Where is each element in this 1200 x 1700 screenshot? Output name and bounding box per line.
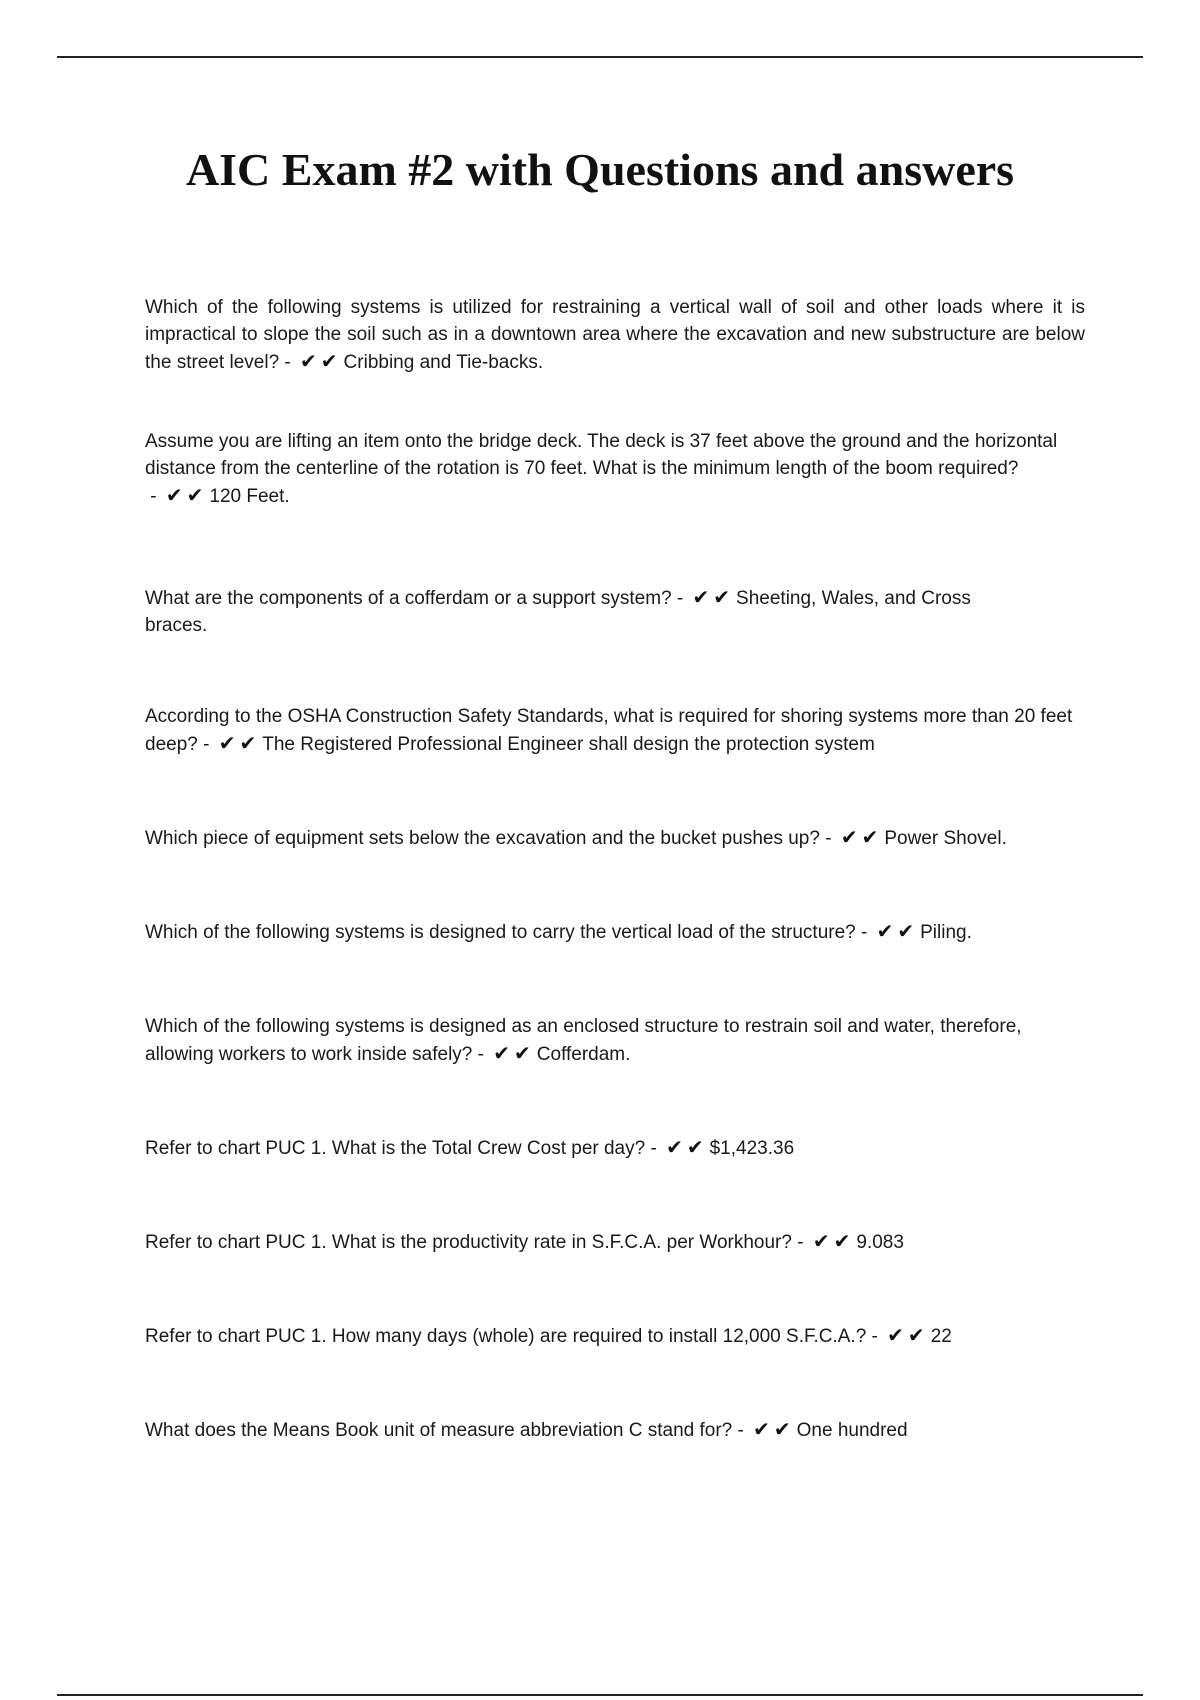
answer-text: Sheeting, Wales, and Cross braces.: [145, 588, 971, 636]
qa-item-4: [145, 703, 1085, 758]
question-text: Which of the following systems is utilized for restraining a vertical wall of soil and other loads where it is impractical to slope the soil such as in a downtown area where the excavation and new substructure are below the street level?: [145, 297, 1085, 373]
question-text: Which of the following systems is designed to carry the vertical load of the structure?: [145, 922, 856, 943]
question-separator: -: [645, 1138, 663, 1159]
qa-item-5: [145, 824, 1125, 852]
answer-text: $1,423.36: [709, 1138, 795, 1159]
double-check-icon: ✔✔: [812, 1229, 855, 1253]
question-separator: -: [791, 1232, 809, 1253]
qa-item-11: [145, 1416, 1125, 1444]
qa-item-2: [145, 428, 1065, 510]
question-separator: -: [732, 1420, 750, 1441]
double-check-icon: ✔✔: [666, 1135, 708, 1159]
question-text: Refer to chart PUC 1. What is the productivity rate in S.F.C.A. per Workhour?: [145, 1232, 792, 1253]
answer-text: The Registered Professional Engineer shall design the protection system: [262, 734, 875, 755]
double-check-icon: ✔✔: [493, 1041, 535, 1065]
question-text: What does the Means Book unit of measure abbreviation C stand for?: [145, 1420, 733, 1441]
double-check-icon: ✔✔: [218, 731, 261, 755]
answer-text: Power Shovel.: [884, 828, 1007, 849]
answer-text: 9.083: [856, 1232, 904, 1253]
question-text: Refer to chart PUC 1. What is the Total Crew Cost per day?: [145, 1138, 646, 1159]
question-text: Which piece of equipment sets below the excavation and the bucket pushes up?: [145, 828, 820, 849]
question-separator: -: [866, 1326, 884, 1347]
question-separator: -: [472, 1044, 490, 1065]
double-check-icon: ✔✔: [300, 349, 342, 373]
double-check-icon: ✔✔: [876, 919, 919, 943]
qa-item-9: [145, 1228, 1125, 1256]
answer-text: Piling.: [920, 922, 972, 943]
qa-item-1: [145, 294, 1085, 376]
question-separator: -: [819, 828, 837, 849]
qa-item-8: [145, 1134, 1125, 1162]
double-check-icon: ✔✔: [753, 1417, 795, 1441]
answer-text: 120 Feet.: [209, 486, 290, 507]
bottom-divider: [57, 1694, 1143, 1696]
question-separator: -: [671, 588, 689, 609]
question-text: What are the components of a cofferdam or a support system?: [145, 588, 672, 609]
top-divider: [57, 56, 1143, 58]
qa-item-6: [145, 918, 1125, 946]
question-separator: -: [279, 352, 297, 373]
answer-text: One hundred: [796, 1420, 908, 1441]
double-check-icon: ✔✔: [165, 483, 208, 507]
qa-item-3: [145, 584, 1005, 639]
question-text: Refer to chart PUC 1. How many days (whole) are required to install 12,000 S.F.C.A.?: [145, 1326, 867, 1347]
answer-text: 22: [930, 1326, 952, 1347]
qa-item-7: [145, 1013, 1025, 1068]
double-check-icon: ✔✔: [840, 825, 883, 849]
double-check-icon: ✔✔: [692, 585, 735, 609]
answer-text: Cribbing and Tie-backs.: [343, 352, 544, 373]
answer-text: Cofferdam.: [536, 1044, 631, 1065]
qa-item-10: [145, 1322, 1125, 1350]
question-separator: -: [855, 922, 873, 943]
question-text: According to the OSHA Construction Safety Standards, what is required for shoring systems more than 20 feet deep?: [145, 706, 1073, 755]
question-separator: -: [145, 486, 162, 507]
question-text: Assume you are lifting an item onto the bridge deck. The deck is 37 feet above the ground and the horizontal distance from the centerline of the rotation is 70 feet. What is the minimum length of the boom required?: [145, 431, 1058, 479]
question-text: Which of the following systems is designed as an enclosed structure to restrain soil and water, therefore, allowing workers to work inside safely?: [145, 1016, 1022, 1065]
double-check-icon: ✔✔: [887, 1323, 929, 1347]
page-title: AIC Exam #2 with Questions and answers: [185, 144, 1015, 195]
question-separator: -: [197, 734, 215, 755]
